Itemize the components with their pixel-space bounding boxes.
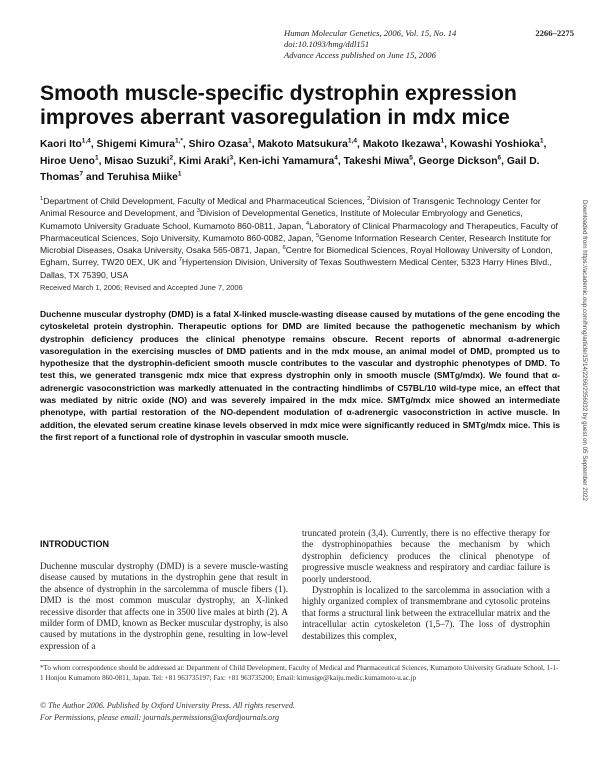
author-name: Hiroe Ueno: [40, 155, 95, 167]
author-affiliation-marker: 7: [79, 170, 84, 178]
author: [107, 172, 181, 183]
journal-doi: doi:10.1093/hmg/ddl151: [284, 39, 370, 49]
author-affiliation-marker: 3: [229, 154, 234, 162]
author-name: George Dickson: [418, 155, 498, 167]
affiliation-marker: 2: [367, 196, 371, 203]
author: [363, 139, 444, 150]
affiliation-text: Department of Child Development, Faculty of Medical and Pharmaceutical Sciences,: [43, 196, 368, 206]
author-name: Takeshi Miwa: [343, 155, 410, 167]
intro-column-left: [40, 561, 288, 652]
author-affiliation-marker: 6: [497, 154, 502, 162]
author: [40, 156, 99, 167]
author-name: Kaori Ito: [40, 139, 82, 150]
author: [419, 156, 502, 167]
author-name: Makoto Ikezawa: [362, 139, 441, 150]
affiliation-marker: 7: [178, 257, 182, 264]
author-affiliation-marker: 1: [440, 137, 445, 145]
affiliation-text: Laboratory of Clinical Pharmacology and Therapeutics, Faculty of Pharmaceutical Sciences, Sojo University, Kumamoto 860-0082, Japan,: [40, 220, 558, 243]
author: [450, 139, 544, 150]
author-name: Kowashi Yoshioka: [449, 139, 540, 150]
author: [258, 139, 357, 150]
footnote-divider: [40, 660, 560, 661]
affiliation-marker: 5: [315, 233, 320, 240]
author-name: Ken-ichi Yamamura: [238, 155, 335, 167]
intro-paragraph-1: Duchenne muscular dystrophy (DMD) is a severe muscle-wasting disease caused by mutations in the dystrophin gene that result in the absence of dystrophin in the sarcolemma of muscle fibers (1). DMD is the most common muscular dystrophy, an X-linked recessive disorder that affects one in 3500 live males at birth (2). A milder form of DMD, known as Becker muscular dystrophy, is also caused by mutations in the dystrophin gene, resulting in low-level expression of a: [40, 561, 288, 651]
author-affiliation-marker: 1: [177, 170, 182, 178]
intro-paragraph-1-continued: truncated protein (3,4). Currently, there is no effective therapy for the dystrophinopathies because the mechanism by which dystrophin deficiency produces the clinical phenotype of progressive muscle weakness and respiratory and cardiac failure is poorly understood.: [302, 528, 550, 584]
author-affiliation-marker: 4: [334, 154, 338, 162]
author-name: Makoto Matsukura: [257, 139, 348, 150]
affiliation-marker: 6: [282, 245, 286, 252]
author: [179, 156, 233, 167]
journal-advance-access: Advance Access published on June 15, 2006: [284, 50, 436, 60]
author-affiliation-marker: 1,4: [347, 137, 357, 145]
correspondence-footnote: *To whom correspondence should be addressed at: Department of Child Development, Faculty of Medical and Pharmaceutical Sciences, Kumamoto University Graduate School, 1-1-1 Honjou Kumamoto 860-0811, Japan. Tel: +81 963735197; Fax: +81 963735200; Email: kimusige@kaiju.medic.kumamoto-u.ac.jp: [40, 664, 559, 682]
author: [344, 156, 413, 167]
journal-citation: Human Molecular Genetics, 2006, Vol. 15, No. 14: [284, 28, 457, 38]
author: [97, 139, 183, 150]
author-affiliation-marker: 1: [248, 137, 252, 145]
abstract: Duchenne muscular dystrophy (DMD) is a fatal X-linked muscle-wasting disease caused by mutations of the gene encoding the cytoskeletal protein dystrophin. Therapeutic options for DMD are limited because the pathogenetic mechanism by which dystrophin deficiency produces the clinical phenotype remains obscure. Recent reports of abnormal α-adrenergic vasoregulation in the exercising muscles of DMD patients and in the mdx mouse, an animal model of DMD, prompted us to hypothesize that the dystrophin-deficient smooth muscle contributes to the vascular and dystrophic phenotypes of DMD. To test this, we generated transgenic mdx mice that express dystrophin only in smooth muscle (SMTg/mdx). We found that α-adrenergic vasoconstriction was markedly attenuated in the contracting hindlimbs of C57BL/10 wild-type mice, an effect that was mediated by nitric oxide (NO) and was severely impaired in the mdx mice. SMTg/mdx mice showed an intermediate phenotype, with partial restoration of the NO-dependent modulation of α-adrenergic vasoconstriction in active muscle. In addition, the elevated serum creatine kinase levels observed in mdx mice were significantly reduced in SMTg/mdx mice. This is the first report of a functional role of dystrophin in vascular smooth muscle.: [40, 309, 560, 442]
copyright-line: © The Author 2006. Published by Oxford University Press. All rights reserved.: [40, 701, 295, 710]
affiliation-text: Hypertension Division, University of Texas Southwestern Medical Center, 5323 Harry Hines Blvd., Dallas, TX 75390, USA: [40, 257, 552, 280]
author-affiliation-marker: 1,4: [81, 137, 91, 145]
author-name: Misao Suzuki: [104, 155, 170, 167]
author-name: Kimi Araki: [178, 155, 230, 167]
affiliations: [40, 195, 560, 281]
author-affiliation-marker: 1: [94, 154, 99, 162]
intro-paragraph-2: Dystrophin is localized to the sarcolemma in association with a highly organized complex of transmembrane and cytosolic proteins that forms a structural link between the extracellular matrix and the intracellular actin cytoskeleton (1,5–7). The loss of dystrophin destabilizes this complex,: [302, 585, 550, 641]
article-title: Smooth muscle-specific dystrophin expression improves aberrant vasoregulation in mdx mice: [40, 82, 517, 129]
journal-pages: 2266–2275: [535, 28, 574, 38]
author: [40, 139, 91, 150]
download-watermark: Downloaded from https://academic.oup.com/hmg/article/15/14/2266/2356032 by guest on 05 September 2022: [581, 200, 588, 501]
author-name: Shigemi Kimura: [96, 139, 175, 150]
author-affiliation-marker: 1: [539, 137, 544, 145]
affiliation-marker: 3: [196, 208, 200, 215]
author-list: Kaori Ito$^{1,4}$, Shigemi Kimura$^{1,*}$, Shiro Ozasa$^1$, Makoto Matsukura$^{1,4}$, Makoto Ikezawa$^1$, Kowashi Yoshioka$^1$, Hiroe Ueno$^1$, Misao Suzuki$^2$, Kimi Araki$^3$, Ken-ichi Yamamura$^4$, Takeshi Miwa$^5$, George Dickson$^6$, Gail D. Thomas$^7$ and Teruhisa Miike$^1$: [40, 137, 547, 184]
affiliation-marker: 1: [40, 196, 44, 203]
affiliation-marker: 4: [305, 220, 310, 227]
affiliation-text: Genome Information Research Center, Research Institute for Microbial Diseases, Osaka University, Osaka 565-0871, Japan,: [40, 232, 551, 256]
author-name: Teruhisa Miike: [107, 172, 178, 184]
author-affiliation-marker: 1,*: [174, 137, 183, 145]
copyright-block: [40, 700, 440, 723]
author: [239, 156, 338, 167]
author-name: Gail D. Thomas: [40, 155, 540, 184]
author: [189, 139, 252, 150]
received-date: Received March 1, 2006; Revised and Accepted June 7, 2006: [40, 283, 243, 292]
affiliation-text: Division of Transgenic Technology Center for Animal Resource and Development, and: [40, 196, 541, 219]
intro-column-right: [302, 528, 550, 642]
author: [104, 156, 173, 167]
affiliation-text: Centre for Biomedical Sciences, Royal Holloway University of London, Egham, Surrey, TW20 0EX, UK and: [40, 245, 553, 268]
author-affiliation-marker: 2: [169, 154, 174, 162]
section-heading-introduction: INTRODUCTION: [40, 539, 109, 549]
author-affiliation-marker: 5: [409, 154, 413, 162]
permissions-line: For Permissions, please email: journals.permissions@oxfordjournals.org: [40, 712, 280, 722]
author-name: Shiro Ozasa: [188, 139, 249, 150]
affiliation-text: Division of Developmental Genetics, Institute of Molecular Embryology and Genetics, Kumamoto University Graduate School, Kumamoto 860-0811, Japan,: [40, 208, 523, 231]
journal-header: [284, 28, 584, 61]
